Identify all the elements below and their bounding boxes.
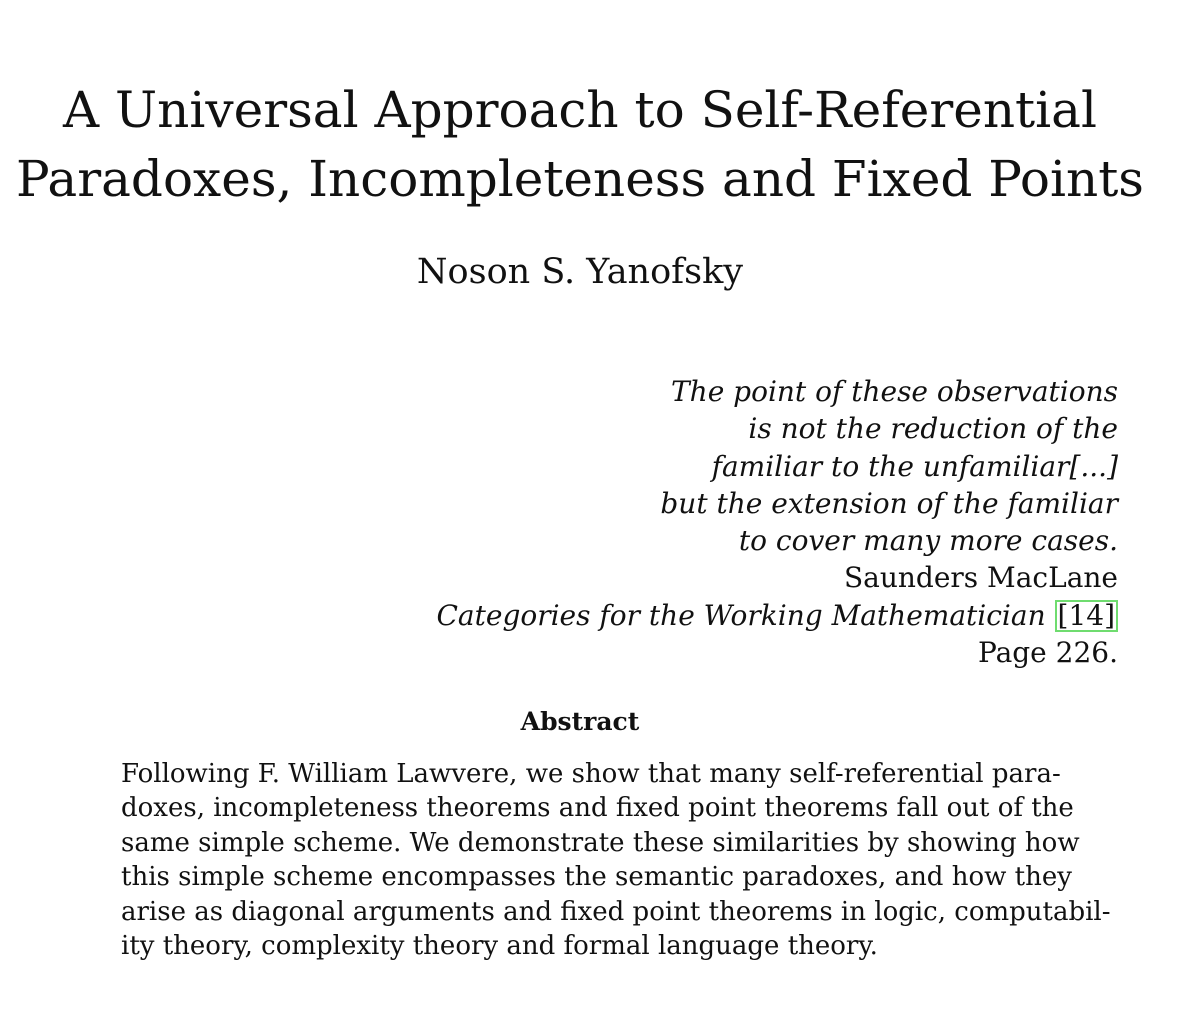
epigraph-quote-line-3: familiar to the unfamiliar[...] — [711, 449, 1118, 483]
citation-link[interactable]: [14] — [1055, 600, 1118, 632]
epigraph — [358, 373, 1118, 671]
abstract-body — [121, 757, 1111, 963]
abstract-line-3: same simple scheme. We demonstrate these similarities by showing how — [121, 827, 1080, 858]
epigraph-source-line — [358, 597, 1118, 634]
epigraph-quote-line-1: The point of these observations — [670, 375, 1118, 408]
title-line-2: Paradoxes, Incompleteness and Fixed Points — [16, 150, 1144, 208]
epigraph-book-title: Categories for the Working Mathematician — [436, 598, 1046, 632]
abstract-line-2: doxes, incompleteness theorems and fixed point theorems fall out of the — [121, 793, 1074, 824]
epigraph-page: Page 226. — [977, 636, 1118, 670]
abstract-line-4: this simple scheme encompasses the semantic paradoxes, and how they — [121, 862, 1072, 893]
title-line-1: A Universal Approach to Self-Referential — [63, 81, 1097, 139]
abstract-line-1: Following F. William Lawvere, we show that many self-referential para- — [121, 759, 1061, 789]
author-name: Noson S. Yanofsky — [416, 252, 744, 292]
epigraph-attribution-name: Saunders MacLane — [843, 561, 1118, 595]
epigraph-quote-line-2: is not the reduction of the — [748, 412, 1118, 446]
paper-title — [0, 76, 1160, 214]
abstract-line-5: arise as diagonal arguments and fixed point theorems in logic, computabil- — [121, 896, 1111, 927]
epigraph-quote-line-5: to cover many more cases. — [738, 524, 1118, 558]
epigraph-quote-line-4: but the extension of the familiar — [660, 486, 1118, 520]
abstract-heading: Abstract — [520, 707, 640, 736]
abstract-line-6: ity theory, complexity theory and formal language theory. — [121, 931, 878, 962]
